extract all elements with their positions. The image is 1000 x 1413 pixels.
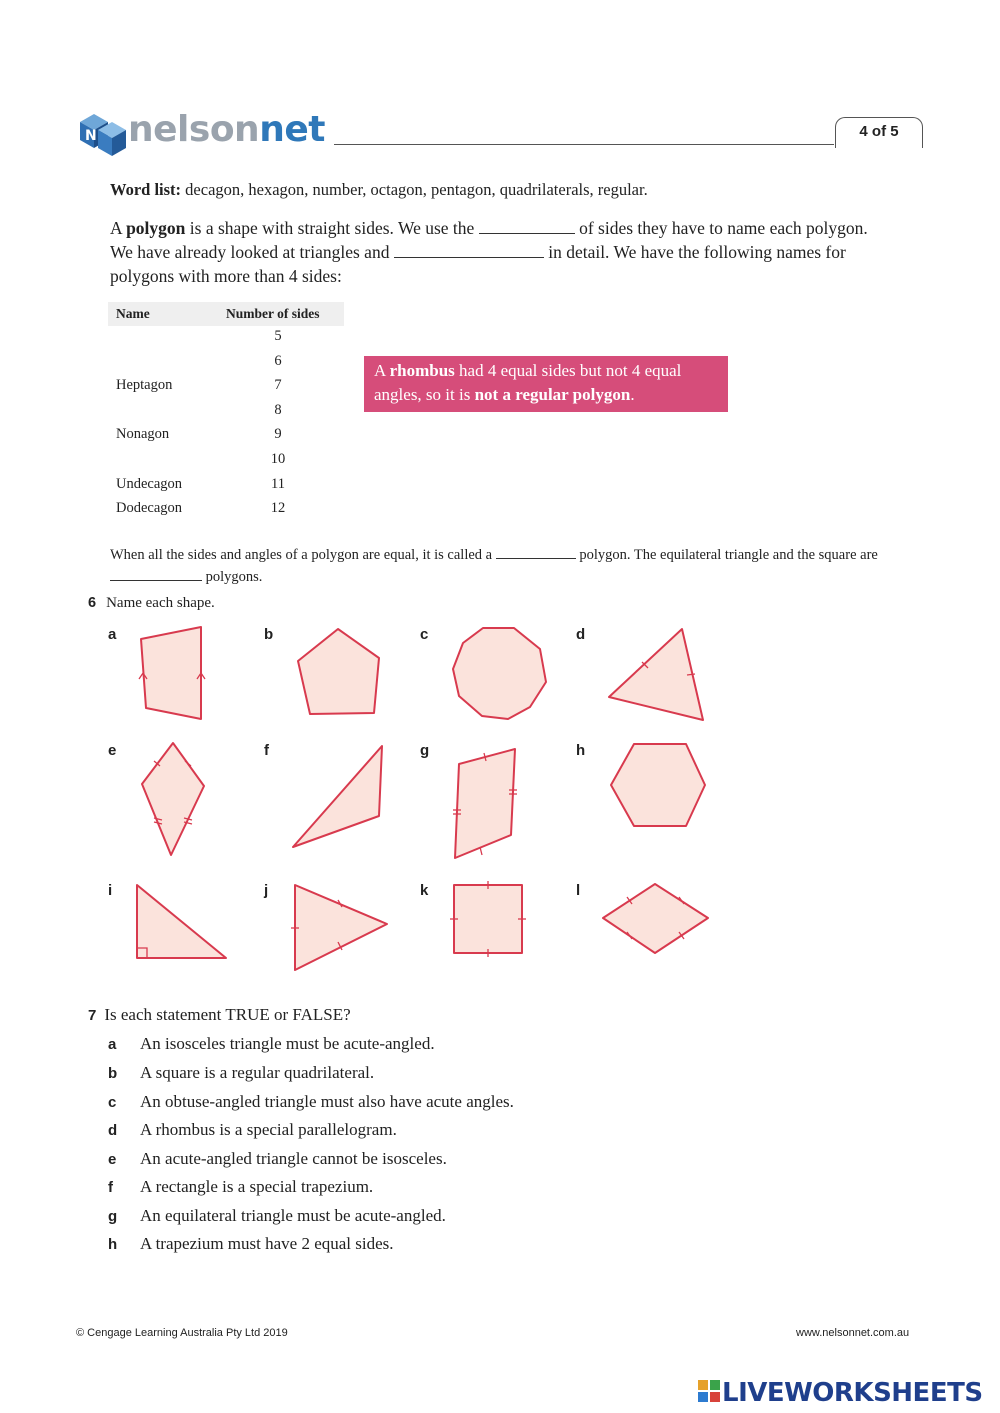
table-header-name: Name <box>116 306 150 321</box>
statement-text: A square is a regular quadrilateral. <box>140 1063 375 1082</box>
statement-b[interactable] <box>108 1063 374 1083</box>
liveworksheets-icon <box>698 1380 720 1402</box>
statement-h[interactable] <box>108 1234 394 1254</box>
shape-a-trapezium <box>141 627 201 719</box>
statement-e[interactable] <box>108 1149 447 1169</box>
intro-text-c: of sides they have to name each polygon. We have already looked at triangles and <box>110 218 868 262</box>
footer-copyright: © Cengage Learning Australia Pty Ltd 2019 <box>76 1327 288 1339</box>
table-cell-sides: 11 <box>271 476 285 492</box>
statement-letter: f <box>108 1179 113 1196</box>
statement-c[interactable] <box>108 1092 514 1112</box>
table-cell-sides: 10 <box>270 451 286 467</box>
callout-regular-keyword: a regular polygon <box>502 385 631 404</box>
svg-text:N: N <box>85 128 97 144</box>
shape-label-f: f <box>264 742 269 759</box>
shape-h-hexagon <box>611 744 705 826</box>
statement-a[interactable] <box>108 1034 435 1054</box>
statement-text: An acute-angled triangle cannot be isosceles. <box>140 1149 447 1168</box>
statement-text: A rhombus is a special parallelogram. <box>140 1120 397 1139</box>
shape-b-pentagon <box>298 629 379 714</box>
shape-j-triangle <box>295 885 387 970</box>
statement-text: A rectangle is a special trapezium. <box>140 1177 374 1196</box>
statement-letter: b <box>108 1065 118 1082</box>
brand-part-net: net <box>259 109 325 150</box>
regular-text-a: When all the sides and angles of a polygon are equal, it is called a <box>110 547 496 563</box>
table-cell-name: Undecagon <box>116 476 183 492</box>
intro-polygon-keyword: polygon <box>126 218 186 238</box>
statement-text: An equilateral triangle must be acute-angled. <box>140 1206 446 1225</box>
statement-letter: d <box>108 1122 118 1139</box>
question-7-text: Is each statement TRUE or FALSE? <box>104 1005 351 1024</box>
table-cell-name: Heptagon <box>116 377 173 393</box>
table-header-sides: Number of sides <box>226 306 320 321</box>
statement-f[interactable] <box>108 1177 373 1197</box>
regular-text-b: polygon. The equilateral triangle and the square are <box>575 547 878 563</box>
shape-label-i: i <box>108 882 113 899</box>
intro-text-a: A <box>110 218 127 238</box>
table-cell-name: Nonagon <box>116 426 170 442</box>
callout-not-keyword: not <box>474 385 499 404</box>
regular-text-c: polygons. <box>202 569 263 585</box>
shape-e-kite <box>142 743 204 855</box>
brand-part-nelson: nelson <box>128 109 260 150</box>
statement-letter: g <box>108 1208 118 1225</box>
statement-text: An obtuse-angled triangle must also have acute angles. <box>140 1092 514 1111</box>
statement-letter: a <box>108 1036 117 1053</box>
shape-f-triangle <box>293 746 382 847</box>
table-cell-sides: 5 <box>274 328 282 344</box>
shape-g-parallelogram <box>455 749 515 858</box>
shape-c-octagon <box>453 628 546 719</box>
word-list-words: decagon, hexagon, number, octagon, pentagon, quadrilaterals, regular. <box>185 180 648 199</box>
statement-letter: c <box>108 1094 117 1111</box>
shape-i-right-triangle <box>137 885 226 958</box>
shape-label-b: b <box>264 626 274 643</box>
question-7-number: 7 <box>88 1007 97 1024</box>
statement-text: An isosceles triangle must be acute-angled. <box>140 1034 435 1053</box>
shape-k-square <box>454 885 522 953</box>
footer-website: www.nelsonnet.com.au <box>796 1327 910 1339</box>
statement-letter: e <box>108 1151 117 1168</box>
table-cell-sides: 6 <box>274 353 282 369</box>
shape-label-l: l <box>576 882 581 899</box>
statement-g[interactable] <box>108 1206 446 1226</box>
page-counter: 4 of 5 <box>835 117 923 148</box>
shape-label-c: c <box>420 626 429 643</box>
question-6-number: 6 <box>88 595 97 611</box>
shape-label-d: d <box>576 626 586 643</box>
shape-label-j: j <box>264 882 269 899</box>
intro-text-d: in detail. We have the following names for polygons with more than 4 sides: <box>110 242 846 286</box>
table-cell-name: Dodecagon <box>116 500 183 516</box>
table-cell-sides: 8 <box>274 402 282 418</box>
table-cell-sides: 7 <box>274 377 282 393</box>
shape-l-rhombus <box>603 884 708 953</box>
liveworksheets-watermark: LIVEWORKSHEETS <box>722 1378 983 1408</box>
table-cell-sides: 9 <box>274 426 282 442</box>
question-6-text: Name each shape. <box>106 595 215 611</box>
statement-text: A trapezium must have 2 equal sides. <box>140 1234 394 1253</box>
shape-label-e: e <box>108 742 117 759</box>
shape-label-h: h <box>576 742 586 759</box>
shape-label-g: g <box>420 742 430 759</box>
word-list-label: Word list: <box>110 180 182 199</box>
callout-text-1: A <box>374 361 390 380</box>
statement-d[interactable] <box>108 1120 397 1140</box>
statement-letter: h <box>108 1236 118 1253</box>
intro-text-b: is a shape with straight sides. We use the <box>185 218 479 238</box>
shape-label-k: k <box>420 882 429 899</box>
callout-text-3: had 4 equal sides but not 4 equal angles, so it is <box>374 361 682 404</box>
question-7 <box>88 1005 351 1025</box>
table-cell-sides: 12 <box>270 500 286 516</box>
callout-text-7: . <box>630 385 635 404</box>
shape-label-a: a <box>108 626 117 643</box>
callout-rhombus-keyword: rhombus <box>389 361 455 380</box>
